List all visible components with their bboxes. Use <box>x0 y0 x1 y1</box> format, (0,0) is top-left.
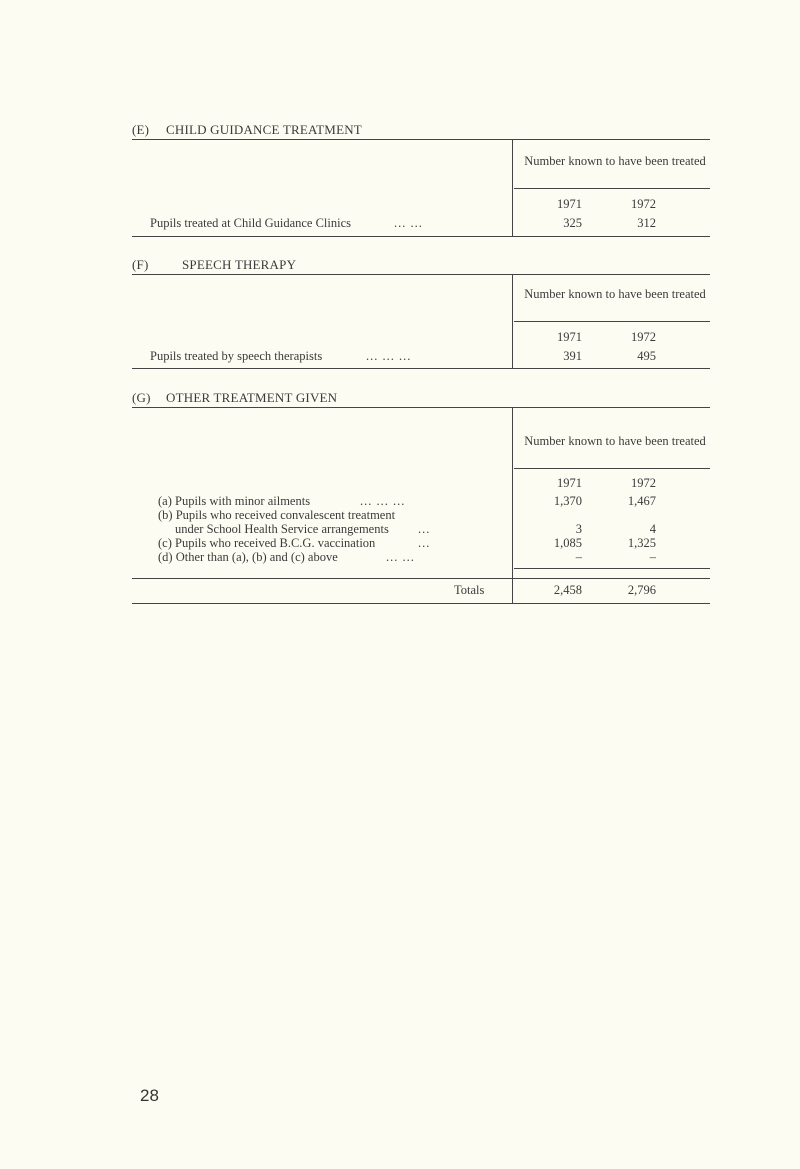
section-title-text: CHILD GUIDANCE TREATMENT <box>166 122 362 137</box>
column-divider <box>512 579 513 603</box>
section-title <box>132 256 710 275</box>
totals-1971: 2,458 <box>553 583 582 597</box>
section-letter: (F) <box>132 257 149 272</box>
row-d-1971: – <box>575 550 582 564</box>
row-b-label: (b) Pupils who received convalescent treatment <box>158 508 396 522</box>
row-c-1971: 1,085 <box>553 536 582 550</box>
table-other-treatment <box>132 408 710 579</box>
row-b-label-cont: under School Health Service arrangements <box>175 522 389 536</box>
row-c-label: (c) Pupils who received B.C.G. vaccination <box>158 536 376 550</box>
value-1972: 312 <box>637 216 656 230</box>
table-child-guidance <box>132 140 710 237</box>
section-title-text: SPEECH THERAPY <box>182 257 297 272</box>
section-letter: (E) <box>132 122 150 137</box>
row-a-1972: 1,467 <box>627 494 656 508</box>
row-b-1972: 4 <box>649 522 656 536</box>
year-1972: 1972 <box>631 330 656 344</box>
year-1972: 1972 <box>631 476 656 490</box>
section-speech-therapy <box>132 256 710 369</box>
header-rule <box>514 188 710 189</box>
leader-dots: ... ... ... <box>366 349 412 363</box>
row-label: Pupils treated by speech therapists <box>150 349 323 363</box>
column-divider <box>512 140 513 236</box>
year-1972: 1972 <box>631 197 656 211</box>
row-c-1972: 1,325 <box>627 536 656 550</box>
totals-1972: 2,796 <box>627 583 656 597</box>
section-other-treatment <box>132 389 710 604</box>
leader-dots: ... <box>418 536 431 550</box>
totals-rule <box>514 568 710 569</box>
row-a-label: (a) Pupils with minor ailments <box>158 494 311 508</box>
leader-dots: ... <box>418 522 431 536</box>
table-speech-therapy <box>132 275 710 369</box>
year-1971: 1971 <box>557 476 582 490</box>
section-child-guidance <box>132 121 710 237</box>
row-d-1972: – <box>649 550 656 564</box>
row-b-1971: 3 <box>575 522 582 536</box>
column-header: Number known to have been treated <box>524 287 706 301</box>
value-1971: 391 <box>563 349 582 363</box>
leader-dots: ... ... ... <box>360 494 406 508</box>
totals-label: Totals <box>454 583 485 597</box>
leader-dots: ... ... <box>386 550 415 564</box>
value-1971: 325 <box>563 216 582 230</box>
section-letter: (G) <box>132 390 151 405</box>
section-title <box>132 389 710 408</box>
row-label: Pupils treated at Child Guidance Clinics <box>150 216 352 230</box>
year-1971: 1971 <box>557 330 582 344</box>
row-a-1971: 1,370 <box>553 494 582 508</box>
column-divider <box>512 408 513 578</box>
value-1972: 495 <box>637 349 656 363</box>
year-1971: 1971 <box>557 197 582 211</box>
section-title-text: OTHER TREATMENT GIVEN <box>166 390 338 405</box>
row-d-label: (d) Other than (a), (b) and (c) above <box>158 550 338 564</box>
header-rule <box>514 468 710 469</box>
section-title <box>132 121 710 140</box>
column-header: Number known to have been treated <box>524 154 706 168</box>
page-number: 28 <box>140 1086 159 1105</box>
column-divider <box>512 275 513 368</box>
header-rule <box>514 321 710 322</box>
totals-row <box>132 579 710 604</box>
column-header: Number known to have been treated <box>524 434 706 448</box>
leader-dots: ... ... <box>394 216 423 230</box>
